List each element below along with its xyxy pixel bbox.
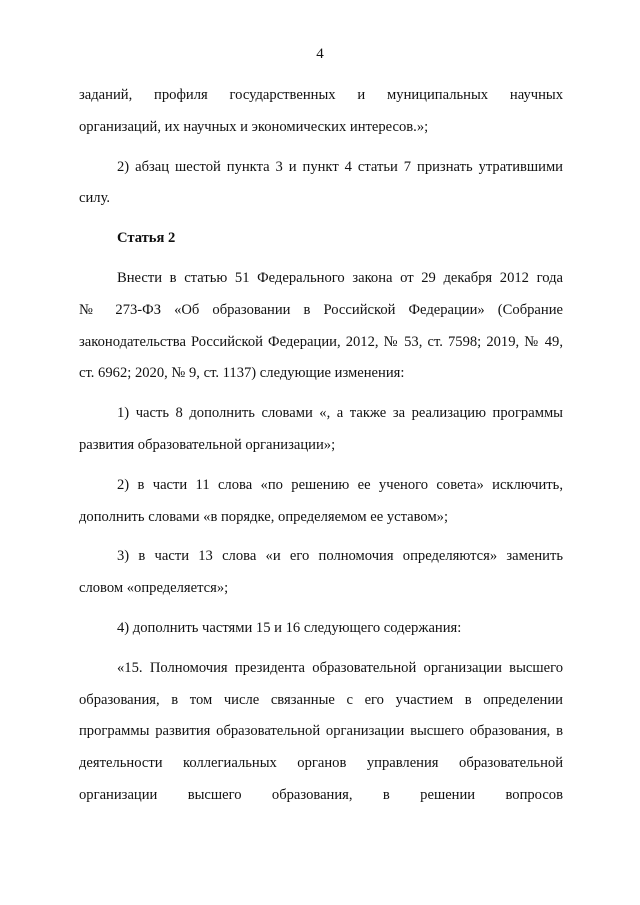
- text-line: силу.: [79, 190, 111, 207]
- text-line: 2) абзац шестой пункта 3 и пункт 4 статьи 7 признать утратившими: [117, 158, 563, 175]
- text-line: деятельности коллегиальных органов управления образовательной: [79, 755, 563, 772]
- paragraph-gap: [79, 390, 563, 398]
- paragraph-gap: [79, 533, 563, 541]
- text-line: образования, в том числе связанные с его участием в определении: [79, 691, 563, 708]
- text-line: программы развития образовательной организации высшего образования, в: [79, 723, 563, 740]
- text-line: 2) в части 11 слова «по решению ее ученого совета» исключить,: [117, 476, 563, 493]
- paragraph-gap: [79, 255, 563, 263]
- paragraph-gap: [79, 645, 563, 653]
- text-line: законодательства Российской Федерации, 2012, № 53, ст. 7598; 2019, № 49,: [79, 333, 563, 350]
- text-line: 3) в части 13 слова «и его полномочия определяются» заменить: [117, 548, 563, 565]
- paragraph-gap: [79, 215, 563, 223]
- paragraph-gap: [79, 144, 563, 152]
- document-body: [79, 80, 563, 812]
- text-line: заданий, профиля государственных и муниципальных научных: [79, 87, 563, 103]
- text-line: «15. Полномочия президента образовательной организации высшего: [117, 659, 563, 676]
- text-line: развития образовательной организации»;: [79, 436, 336, 453]
- page-number: 4: [316, 46, 324, 62]
- text-line: 4) дополнить частями 15 и 16 следующего содержания:: [117, 619, 462, 636]
- text-line: 1) часть 8 дополнить словами «, а также за реализацию программы: [117, 405, 563, 422]
- text-line: организаций, их научных и экономических интересов.»;: [79, 118, 429, 135]
- paragraph-gap: [79, 462, 563, 470]
- text-line: № 273-ФЗ «Об образовании в Российской Федерации» (Собрание: [79, 301, 563, 318]
- paragraph-gap: [79, 605, 563, 613]
- text-line: Внести в статью 51 Федерального закона от 29 декабря 2012 года: [117, 269, 563, 286]
- text-line: ст. 6962; 2020, № 9, ст. 1137) следующие изменения:: [79, 365, 405, 382]
- article-heading: Статья 2: [117, 230, 176, 247]
- text-line: словом «определяется»;: [79, 580, 229, 597]
- text-line: организации высшего образования, в решении вопросов: [79, 786, 563, 803]
- text-line: дополнить словами «в порядке, определяемом ее уставом»;: [79, 508, 449, 525]
